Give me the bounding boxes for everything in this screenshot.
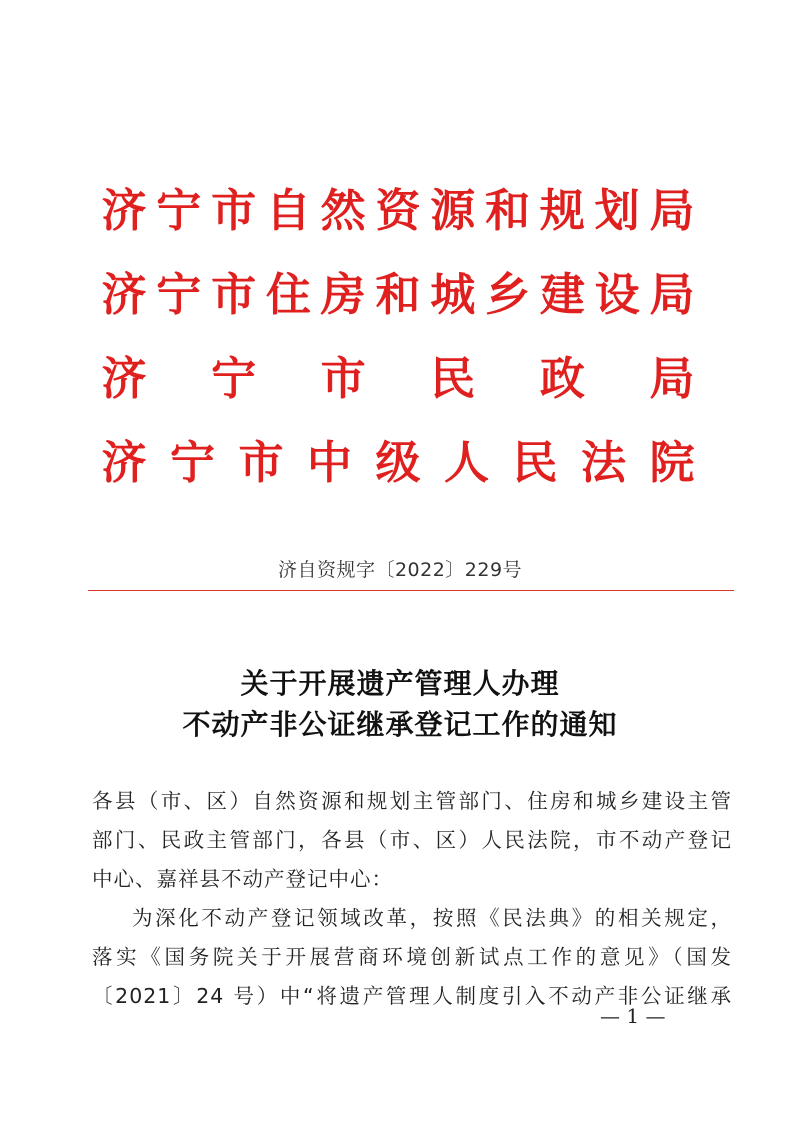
issuer-line-court [98, 437, 698, 489]
addressee-line: 部门、民政主管部门，各县（市、区）人民法院，市不动产登记 [92, 828, 732, 852]
issuer-char: 宁 [211, 352, 257, 405]
issuer-char: 和 [485, 184, 531, 237]
issuer-char: 济 [101, 184, 147, 237]
issuer-char: 市 [211, 184, 257, 237]
red-divider [88, 590, 734, 591]
issuer-char: 住 [265, 268, 311, 321]
issuer-char: 政 [539, 352, 585, 405]
issuer-char: 宁 [156, 268, 202, 321]
issuer-char: 中 [306, 436, 352, 489]
issuer-char: 房 [320, 268, 366, 321]
issuer-line-natural-resources [98, 185, 698, 237]
issuer-char: 院 [649, 436, 695, 489]
issuer-char: 济 [101, 268, 147, 321]
issuer-char: 资 [375, 184, 421, 237]
document-title-line-2: 不动产非公证继承登记工作的通知 [182, 708, 618, 741]
issuer-line-housing [98, 269, 698, 321]
issuer-char: 市 [211, 268, 257, 321]
issuer-char: 民 [430, 352, 476, 405]
issuer-char: 城 [430, 268, 476, 321]
issuer-char: 民 [512, 436, 558, 489]
issuer-char: 市 [320, 352, 366, 405]
document-title-line-1: 关于开展遗产管理人办理 [240, 667, 560, 700]
issuer-char: 局 [649, 352, 695, 405]
issuer-char: 济 [101, 436, 147, 489]
body-paragraph-line: 落实《国务院关于开展营商环境创新试点工作的意见》（国发 [92, 945, 732, 969]
page-number: — 1 — [600, 1004, 666, 1028]
issuer-char: 市 [238, 436, 284, 489]
issuer-char: 然 [320, 184, 366, 237]
document-number: 济自资规字〔2022〕229号 [277, 559, 523, 581]
issuer-char: 和 [375, 268, 421, 321]
issuer-char: 宁 [156, 184, 202, 237]
body-paragraph-line: 〔2021〕24 号）中“将遗产管理人制度引入不动产非公证继承 [92, 984, 732, 1008]
issuer-char: 源 [430, 184, 476, 237]
issuer-char: 自 [265, 184, 311, 237]
addressee-line: 中心、嘉祥县不动产登记中心： [92, 867, 393, 891]
issuer-char: 局 [649, 268, 695, 321]
issuer-char: 宁 [169, 436, 215, 489]
issuer-char: 局 [649, 184, 695, 237]
body-paragraph-line: 为深化不动产登记领域改革，按照《民法典》的相关规定， [132, 906, 732, 930]
issuer-char: 划 [594, 184, 640, 237]
addressee-line: 各县（市、区）自然资源和规划主管部门、住房和城乡建设主管 [92, 789, 732, 813]
issuer-char: 济 [101, 352, 147, 405]
issuer-line-civil-affairs [98, 353, 698, 405]
issuer-char: 法 [580, 436, 626, 489]
issuer-char: 规 [539, 184, 585, 237]
issuer-char: 乡 [485, 268, 531, 321]
issuer-char: 设 [594, 268, 640, 321]
issuer-char: 人 [443, 436, 489, 489]
issuer-char: 级 [375, 436, 421, 489]
issuer-char: 建 [539, 268, 585, 321]
